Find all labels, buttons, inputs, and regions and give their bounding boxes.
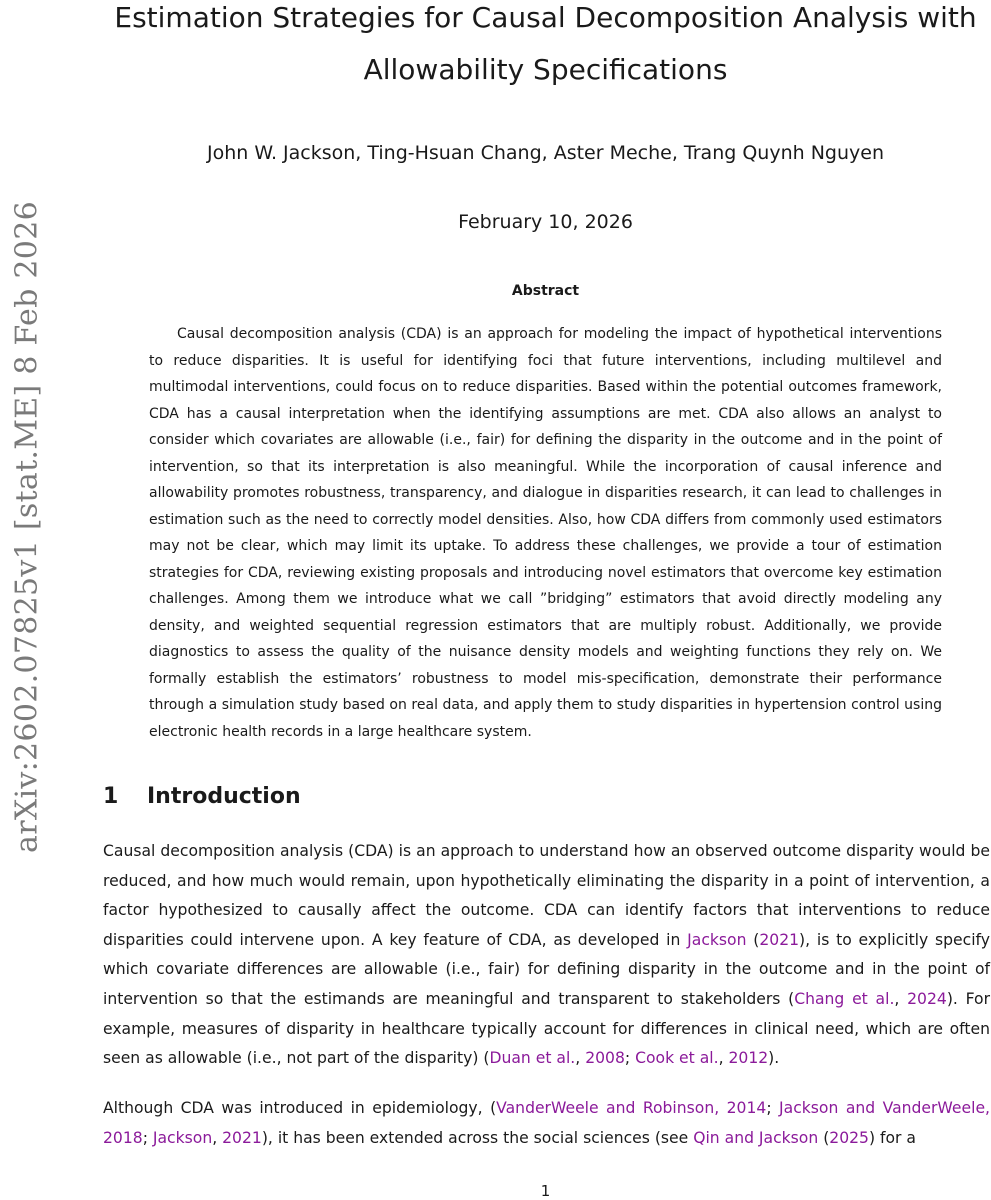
citation-link[interactable]: 2008 (585, 1049, 625, 1068)
citation-link[interactable]: Qin and Jackson (693, 1128, 819, 1147)
title-line-1: Estimation Strategies for Causal Decomposition Analysis with (114, 1, 977, 34)
citation-link[interactable]: Jackson (687, 930, 747, 949)
paragraph-text: ; (766, 1099, 780, 1117)
abstract-heading: Abstract (511, 283, 580, 299)
paragraph-text: ) for a (868, 1128, 916, 1147)
paragraph-text: ; (142, 1128, 153, 1147)
paragraph-text: Causal decomposition analysis (CDA) is an approach to understand how an observed outcome disparity would be reduced, and how much would remain, upon hypothetically eliminating the disparity in a point of intervention, a factor hypothesized to causally affect the outcome. CDA can identify factors that interventions to reduce disparities could intervene upon. A key feature of CDA, as developed in (103, 842, 990, 949)
arxiv-identifier: arXiv:2602.07825v1 [stat.ME] 8 Feb 2026 (9, 201, 45, 853)
citation-link[interactable]: Jackson and VanderWeele, 2018 (103, 1099, 991, 1147)
paragraph-text: , (575, 1049, 586, 1068)
citation-link[interactable]: Duan et al. (489, 1049, 576, 1068)
intro-paragraph-2 (103, 1094, 990, 1153)
citation-link[interactable]: Chang et al. (794, 989, 895, 1008)
citation-link[interactable]: 2021 (222, 1128, 262, 1147)
abstract-text: Causal decomposition analysis (CDA) is an approach for modeling the impact of hypothetical interventions to reduce disparities. It is useful for identifying foci that future interventions, including multilevel and multimodal interventions, could focus on to reduce disparities. Based within the potential outcomes framework, CDA has a causal interpretation when the identifying assumptions are met. CDA also allows an analyst to consider which covariates are allowable (i.e., fair) for defining the disparity in the outcome and in the point of intervention, so that its interpretation is also meaningful. While the incorporation of causal inference and allowability promotes robustness, transparency, and dialogue in disparities research, it can lead to challenges in estimation such as the need to correctly model densities. Also, how CDA differs from commonly used estimators may not be clear, which may limit its uptake. To address these challenges, we provide a tour of estimation strategies for CDA, reviewing existing proposals and introducing novel estimators that overcome key estimation challenges. Among them we introduce what we call ”bridging” estimators that avoid directly modeling any density, and weighted sequential regression estimators that are multiply robust. Additionally, we provide diagnostics to assess the quality of the nuisance density models and weighting functions they rely on. We formally establish the estimators’ robustness to model mis-specification, demonstrate their performance through a simulation study based on real data, and apply them to study disparities in hypertension control using electronic health records in a large healthcare system. (149, 326, 942, 740)
paper-title (100, 0, 991, 96)
publication-date: February 10, 2026 (458, 211, 633, 233)
section-number: 1 (103, 784, 119, 809)
paragraph-text: ), it has been extended across the social sciences (see (261, 1128, 694, 1147)
paragraph-text: ; (624, 1049, 636, 1068)
paragraph-text: ). (768, 1049, 780, 1068)
citation-link[interactable]: Jackson (152, 1128, 213, 1147)
citation-link[interactable]: Cook et al. (635, 1049, 719, 1068)
citation-link[interactable]: 2024 (907, 989, 947, 1008)
title-line-2: Allowability Specifications (363, 53, 728, 86)
paragraph-text: ). For example, measures of disparity in healthcare typically account for differences in clinical need, which are often seen as allowable (i.e., not part of the disparity) ( (103, 989, 990, 1068)
page-number: 1 (540, 1182, 551, 1200)
section-heading (103, 784, 301, 809)
intro-paragraph-1 (103, 837, 990, 1074)
author-list: John W. Jackson, Ting-Hsuan Chang, Aster Meche, Trang Quynh Nguyen (206, 142, 884, 164)
paragraph-text: , (894, 989, 908, 1008)
paragraph-text: ( (818, 1128, 830, 1147)
paragraph-text: ), is to explicitly specify which covariate differences are allowable (i.e., fair) for defining disparity in the outcome and in the point of intervention so that the estimands are meaningful and transparent to stakeholders ( (103, 930, 990, 1008)
paragraph-text: Although CDA was introduced in epidemiology, ( (103, 1099, 497, 1117)
paragraph-text: , (212, 1128, 223, 1147)
section-title: Introduction (147, 784, 301, 809)
citation-link[interactable]: 2012 (728, 1049, 769, 1068)
citation-link[interactable]: VanderWeele and Robinson, 2014 (496, 1099, 767, 1117)
citation-link[interactable]: 2025 (829, 1128, 869, 1147)
arxiv-sidebar (0, 0, 60, 1200)
citation-link[interactable]: 2021 (759, 930, 800, 949)
paragraph-text: ( (746, 930, 760, 949)
paragraph-text: , (718, 1049, 729, 1068)
